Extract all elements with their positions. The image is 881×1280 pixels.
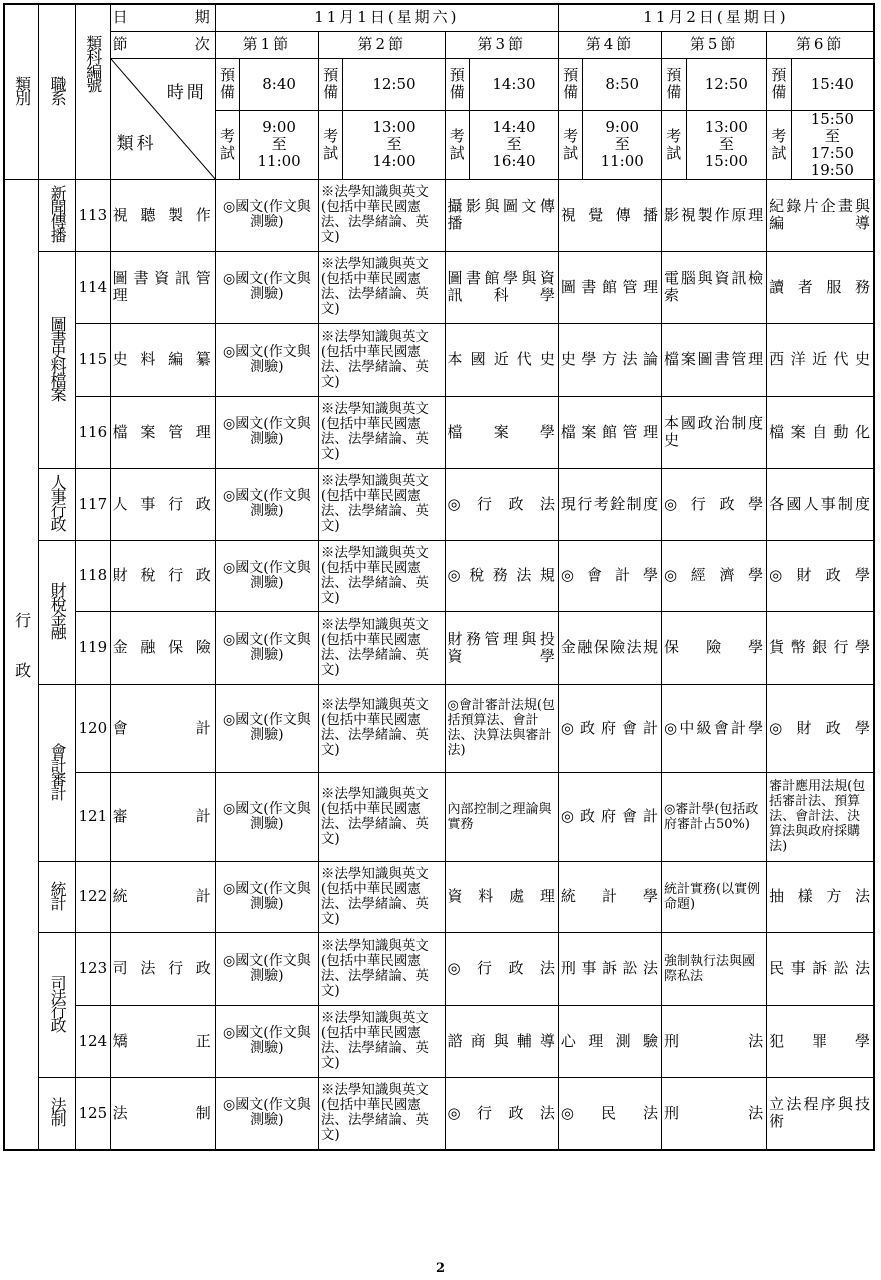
exam-time	[583, 110, 662, 179]
dept-name: 統計	[48, 880, 68, 909]
session-3-subject: ◎稅務法規	[445, 540, 558, 611]
exam-start: 9:00	[262, 118, 296, 136]
dept-name: 會計審計	[48, 742, 68, 799]
session-1-chinese: ◎國文(作文與測驗)	[215, 1005, 318, 1077]
session-6-subject: 民事訴訟法	[767, 932, 874, 1005]
prep-time: 8:50	[583, 58, 662, 110]
dept-name: 司法行政	[48, 974, 68, 1031]
exam-to: 至	[386, 135, 402, 153]
session-3-subject: 圖書館學與資訊科學	[445, 251, 558, 323]
session-4-subject: 金融保險法規	[558, 611, 661, 684]
subject-name: 檔案管理	[110, 396, 215, 468]
session-4-subject: ◎政府會計	[558, 772, 661, 861]
dept-cell	[39, 179, 76, 251]
session-2-law: ※法學知識與英文(包括中華民國憲法、法學緒論、英文)	[318, 468, 445, 540]
session-1-chinese: ◎國文(作文與測驗)	[215, 684, 318, 772]
exam-end: 11:00	[257, 152, 301, 170]
subject-code: 114	[75, 251, 110, 323]
subject-code: 113	[75, 179, 110, 251]
table-row	[4, 251, 874, 323]
session-1-chinese: ◎國文(作文與測驗)	[215, 396, 318, 468]
session-5-subject: 刑法	[662, 1005, 767, 1077]
session-3-subject: 財務管理與投資學	[445, 611, 558, 684]
session-4-subject: 現行考銓制度	[558, 468, 661, 540]
session-4-subject: ◎政府會計	[558, 684, 661, 772]
header-diagonal-cell	[110, 58, 215, 179]
session-4-subject: 視覺傳播	[558, 179, 661, 251]
session-5-subject: 刑法	[662, 1077, 767, 1150]
exam-start: 15:50	[810, 110, 854, 128]
session-2-law: ※法學知識與英文(包括中華民國憲法、法學緒論、英文)	[318, 611, 445, 684]
header-day-1: 11月1日(星期六)	[215, 4, 558, 31]
session-2-law: ※法學知識與英文(包括中華民國憲法、法學緒論、英文)	[318, 396, 445, 468]
subject-name: 司法行政	[110, 932, 215, 1005]
subject-name: 會計	[110, 684, 215, 772]
session-4-subject: 史學方法論	[558, 323, 661, 396]
header-time-label: 時間	[166, 82, 207, 103]
session-5-subject: 統計實務(以實例命題)	[662, 861, 767, 932]
session-4-subject: 圖書館管理	[558, 251, 661, 323]
session-2-law: ※法學知識與英文(包括中華民國憲法、法學緒論、英文)	[318, 251, 445, 323]
subject-name: 財稅行政	[110, 540, 215, 611]
session-4-subject: 心理測驗	[558, 1005, 661, 1077]
session-3-subject: 檔案學	[445, 396, 558, 468]
dept-name: 財稅金融	[48, 582, 68, 638]
session-3-subject: 本國近代史	[445, 323, 558, 396]
session-3-subject: ◎會計審計法規(包括預算法、會計法、決算法與審計法)	[445, 684, 558, 772]
exam-to: 至	[824, 126, 840, 145]
session-name: 第2節	[318, 31, 445, 58]
session-name: 第4節	[558, 31, 661, 58]
table-row	[4, 540, 874, 611]
session-6-subject: 各國人事制度	[767, 468, 874, 540]
category-cell	[4, 179, 39, 1150]
session-5-subject: 影視製作原理	[662, 179, 767, 251]
exam-label: 考試	[215, 110, 240, 179]
session-3-subject: ◎行政法	[445, 1077, 558, 1150]
subject-code: 121	[75, 772, 110, 861]
subject-code: 123	[75, 932, 110, 1005]
dept-cell	[39, 1077, 76, 1150]
prep-label: 預備	[215, 58, 240, 110]
session-2-law: ※法學知識與英文(包括中華民國憲法、法學緒論、英文)	[318, 861, 445, 932]
prep-label: 預備	[662, 58, 687, 110]
table-row	[4, 468, 874, 540]
session-1-chinese: ◎國文(作文與測驗)	[215, 540, 318, 611]
session-2-law: ※法學知識與英文(包括中華民國憲法、法學緒論、英文)	[318, 1077, 445, 1150]
exam-time	[470, 110, 559, 179]
exam-label: 考試	[445, 110, 470, 179]
session-5-subject: 電腦與資訊檢索	[662, 251, 767, 323]
session-2-law: ※法學知識與英文(包括中華民國憲法、法學緒論、英文)	[318, 540, 445, 611]
session-5-subject: ◎審計學(包括政府審計占50%)	[662, 772, 767, 861]
session-3-subject: ◎行政法	[445, 932, 558, 1005]
session-5-subject: 檔案圖書管理	[662, 323, 767, 396]
table-row	[4, 1077, 874, 1150]
exam-start: 14:40	[492, 118, 536, 136]
session-3-subject: 攝影與圖文傳播	[445, 179, 558, 251]
table-row	[4, 861, 874, 932]
session-6-subject: 犯罪學	[767, 1005, 874, 1077]
exam-start: 13:00	[372, 118, 416, 136]
session-1-chinese: ◎國文(作文與測驗)	[215, 251, 318, 323]
subject-code: 118	[75, 540, 110, 611]
subject-name: 矯正	[110, 1005, 215, 1077]
subject-name: 史料編纂	[110, 323, 215, 396]
subject-code: 120	[75, 684, 110, 772]
prep-time: 15:40	[791, 58, 874, 110]
dept-cell	[39, 684, 76, 861]
session-name: 第5節	[662, 31, 767, 58]
exam-label: 考試	[767, 110, 792, 179]
table-row	[4, 1005, 874, 1077]
subject-name: 人事行政	[110, 468, 215, 540]
session-2-law: ※法學知識與英文(包括中華民國憲法、法學緒論、英文)	[318, 932, 445, 1005]
session-name: 第3節	[445, 31, 558, 58]
header-session-label: 節次	[110, 31, 215, 58]
session-5-subject: ◎行政學	[662, 468, 767, 540]
subject-name: 統計	[110, 861, 215, 932]
subject-name: 圖書資訊管理	[110, 251, 215, 323]
session-1-chinese: ◎國文(作文與測驗)	[215, 932, 318, 1005]
session-1-chinese: ◎國文(作文與測驗)	[215, 611, 318, 684]
table-row	[4, 932, 874, 1005]
prep-label: 預備	[767, 58, 792, 110]
dept-cell	[39, 540, 76, 684]
subject-name: 法制	[110, 1077, 215, 1150]
session-3-subject: ◎行政法	[445, 468, 558, 540]
session-name: 第6節	[767, 31, 874, 58]
prep-time: 8:40	[240, 58, 319, 110]
subject-code: 115	[75, 323, 110, 396]
subject-code: 124	[75, 1005, 110, 1077]
exam-start: 9:00	[605, 118, 640, 136]
session-2-law: ※法學知識與英文(包括中華民國憲法、法學緒論、英文)	[318, 179, 445, 251]
header-code: 類科編號	[75, 4, 110, 179]
header-subject-label: 類科	[116, 133, 157, 154]
table-row	[4, 323, 874, 396]
session-5-subject: 強制執行法與國際私法	[662, 932, 767, 1005]
session-4-subject: 統計學	[558, 861, 661, 932]
exam-label: 考試	[558, 110, 583, 179]
subject-code: 117	[75, 468, 110, 540]
subject-code: 125	[75, 1077, 110, 1150]
prep-label: 預備	[558, 58, 583, 110]
session-5-subject: 保險學	[662, 611, 767, 684]
exam-end: 16:40	[492, 152, 536, 170]
exam-end: 14:00	[372, 152, 416, 170]
dept-name: 人事行政	[48, 474, 68, 530]
exam-schedule-table	[3, 3, 875, 1151]
session-1-chinese: ◎國文(作文與測驗)	[215, 323, 318, 396]
exam-time	[791, 110, 874, 179]
session-3-subject: 內部控制之理論與實務	[445, 772, 558, 861]
table-row	[4, 611, 874, 684]
session-2-law: ※法學知識與英文(包括中華民國憲法、法學緒論、英文)	[318, 323, 445, 396]
session-3-subject: 諮商與輔導	[445, 1005, 558, 1077]
subject-code: 116	[75, 396, 110, 468]
header-dept: 職系	[39, 4, 76, 179]
session-4-subject: ◎民法	[558, 1077, 661, 1150]
prep-time: 12:50	[686, 58, 767, 110]
header-date-label: 日期	[110, 4, 215, 31]
exam-to: 至	[718, 135, 734, 153]
dept-name: 新聞傳播	[48, 185, 68, 241]
table-row	[4, 396, 874, 468]
session-6-subject: 讀者服務	[767, 251, 874, 323]
page-number: 2	[435, 1261, 446, 1276]
session-2-law: ※法學知識與英文(包括中華民國憲法、法學緒論、英文)	[318, 684, 445, 772]
prep-time: 12:50	[343, 58, 445, 110]
dept-cell	[39, 861, 76, 932]
dept-cell	[39, 251, 76, 468]
exam-label: 考試	[662, 110, 687, 179]
exam-time	[343, 110, 445, 179]
subject-name: 視聽製作	[110, 179, 215, 251]
category-name: 行政	[12, 612, 32, 713]
session-6-subject: 檔案自動化	[767, 396, 874, 468]
diagonal-line	[111, 59, 215, 179]
session-1-chinese: ◎國文(作文與測驗)	[215, 1077, 318, 1150]
exam-to: 至	[271, 135, 287, 153]
table-row	[4, 179, 874, 251]
session-6-subject: 西洋近代史	[767, 323, 874, 396]
session-6-subject: 立法程序與技術	[767, 1077, 874, 1150]
subject-name: 審計	[110, 772, 215, 861]
session-2-law: ※法學知識與英文(包括中華民國憲法、法學緒論、英文)	[318, 1005, 445, 1077]
session-4-subject: 刑事訴訟法	[558, 932, 661, 1005]
prep-label: 預備	[445, 58, 470, 110]
header-day-2: 11月2日(星期日)	[558, 4, 874, 31]
exam-time	[686, 110, 767, 179]
session-1-chinese: ◎國文(作文與測驗)	[215, 861, 318, 932]
subject-code: 119	[75, 611, 110, 684]
dept-cell	[39, 932, 76, 1077]
subject-name: 金融保險	[110, 611, 215, 684]
session-4-subject: 檔案館管理	[558, 396, 661, 468]
dept-name: 圖書史料檔案	[48, 315, 68, 400]
session-5-subject: 本國政治制度史	[662, 396, 767, 468]
session-6-subject: 貨幣銀行學	[767, 611, 874, 684]
prep-label: 預備	[318, 58, 343, 110]
exam-start: 13:00	[704, 118, 748, 136]
session-5-subject: ◎經濟學	[662, 540, 767, 611]
exam-to: 至	[506, 135, 522, 153]
exam-to: 至	[614, 135, 630, 153]
dept-cell	[39, 468, 76, 540]
session-6-subject: ◎財政學	[767, 540, 874, 611]
session-6-subject: 審計應用法規(包括審計法、預算法、會計法、決算法與政府採購法)	[767, 772, 874, 861]
session-2-law: ※法學知識與英文(包括中華民國憲法、法學緒論、英文)	[318, 772, 445, 861]
exam-end: 15:00	[704, 152, 748, 170]
session-1-chinese: ◎國文(作文與測驗)	[215, 772, 318, 861]
session-5-subject: ◎中級會計學	[662, 684, 767, 772]
table-row	[4, 684, 874, 772]
exam-time	[240, 110, 319, 179]
session-3-subject: 資料處理	[445, 861, 558, 932]
session-4-subject: ◎會計學	[558, 540, 661, 611]
session-6-subject: 紀錄片企畫與編導	[767, 179, 874, 251]
exam-end: 17:50 19:50	[810, 143, 854, 179]
session-6-subject: 抽樣方法	[767, 861, 874, 932]
subject-code: 122	[75, 861, 110, 932]
session-6-subject: ◎財政學	[767, 684, 874, 772]
dept-name: 法制	[48, 1097, 68, 1126]
exam-label: 考試	[318, 110, 343, 179]
session-1-chinese: ◎國文(作文與測驗)	[215, 468, 318, 540]
table-row	[4, 772, 874, 861]
exam-end: 11:00	[600, 152, 644, 170]
session-1-chinese: ◎國文(作文與測驗)	[215, 179, 318, 251]
header-category: 類別	[4, 4, 39, 179]
session-name: 第1節	[215, 31, 318, 58]
prep-time: 14:30	[470, 58, 559, 110]
